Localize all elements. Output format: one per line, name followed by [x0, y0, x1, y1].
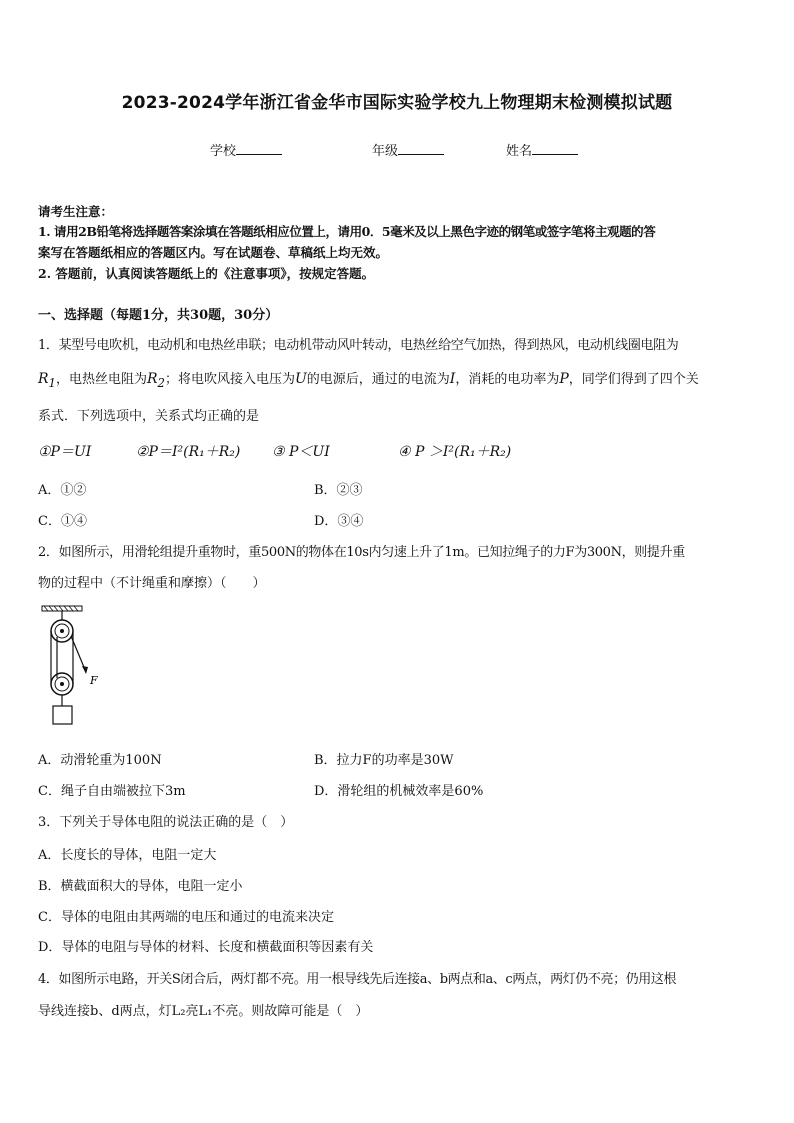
q1-line-2: $R_1$，电热丝电阻为$R_2$；将电吹风接入电压为U的电源后，通过的电流为I，消耗的电功率为P，同学们得到了四个关	[38, 371, 699, 390]
q1-option-b[interactable]: B．②③	[314, 483, 363, 498]
name-blank[interactable]	[532, 142, 578, 155]
q1-option-c[interactable]: C．①④	[38, 514, 87, 529]
q3-stem: 3．下列关于导体电阻的说法正确的是（ ）	[38, 815, 294, 830]
q3-option-d[interactable]: D．导体的电阻与导体的材料、长度和横截面积等因素有关	[38, 940, 374, 955]
q1-formula-2: ②P＝I²(R₁＋R₂)	[136, 444, 241, 460]
q2-line-1: 2．如图所示，用滑轮组提升重物时，重500N的物体在10s内匀速上升了1m。已知拉绳子的力F为300N，则提升重	[38, 545, 685, 560]
force-arrow-icon	[82, 666, 88, 674]
q1-option-d[interactable]: D．③④	[314, 514, 364, 529]
q1-formula-4: ④ P ＞I²(R₁＋R₂)	[398, 444, 512, 460]
q4-line-2: 导线连接b、d两点，灯L₂亮L₁不亮。则故障可能是（ ）	[38, 1004, 369, 1019]
q1-formula-3: ③ P＜UI	[272, 444, 330, 460]
page-title: 2023-2024学年浙江省金华市国际实验学校九上物理期末检测模拟试题	[121, 93, 673, 113]
section-heading: 一、选择题（每题1分，共30题，30分）	[38, 308, 279, 323]
notice-line-1b: 案写在答题纸相应的答题区内。写在试题卷、草稿纸上均无效。	[38, 245, 389, 260]
q3-option-b[interactable]: B．横截面积大的导体，电阻一定小	[38, 879, 243, 894]
q1-formula-1: ①P＝UI	[38, 444, 92, 460]
name-field[interactable]	[506, 140, 578, 159]
school-blank[interactable]	[236, 142, 282, 155]
q4-line-1: 4．如图所示电路，开关S闭合后，两灯都不亮。用一根导线先后连接a、b两点和a、c两点，两灯仍不亮；仍用这根	[38, 972, 677, 987]
q2-option-a[interactable]: A．动滑轮重为100N	[38, 753, 162, 768]
grade-field[interactable]	[372, 140, 444, 159]
notice-line-1a: 1. 请用2B铅笔将选择题答案涂填在答题纸相应位置上，请用0．5毫米及以上黑色字迹的钢笔或签字笔将主观题的答	[38, 224, 656, 239]
grade-label: 年级	[372, 144, 399, 159]
q2-option-b[interactable]: B．拉力F的功率是30W	[314, 753, 454, 768]
q1-r2: $R_2$	[146, 371, 165, 390]
grade-blank[interactable]	[398, 142, 444, 155]
school-field[interactable]	[210, 140, 282, 159]
name-label: 姓名	[506, 144, 533, 159]
q1-line-1: 1．某型号电吹机，电动机和电热丝串联；电动机带动风叶转动，电热丝给空气加热，得到热风，电动机线圈电阻为	[38, 338, 679, 353]
pulley-diagram	[38, 604, 98, 729]
notice-line-2: 2. 答题前，认真阅读答题纸上的《注意事项》，按规定答题。	[38, 266, 375, 281]
q1-r1: $R_1$	[38, 371, 56, 390]
q3-option-a[interactable]: A．长度长的导体，电阻一定大	[38, 848, 217, 863]
force-label: F	[90, 674, 98, 687]
notice-heading: 请考生注意：	[38, 204, 114, 219]
school-label: 学校	[210, 144, 237, 159]
q2-line-2: 物的过程中（不计绳重和摩擦）（ ）	[38, 576, 266, 591]
q1-line-3: 系式．下列选项中，关系式均正确的是	[38, 409, 260, 424]
q2-option-c[interactable]: C．绳子自由端被拉下3m	[38, 784, 186, 799]
q2-option-d[interactable]: D．滑轮组的机械效率是60%	[314, 784, 484, 799]
q3-option-c[interactable]: C．导体的电阻由其两端的电压和通过的电流来决定	[38, 910, 334, 925]
q1-option-a[interactable]: A．①②	[38, 483, 87, 498]
